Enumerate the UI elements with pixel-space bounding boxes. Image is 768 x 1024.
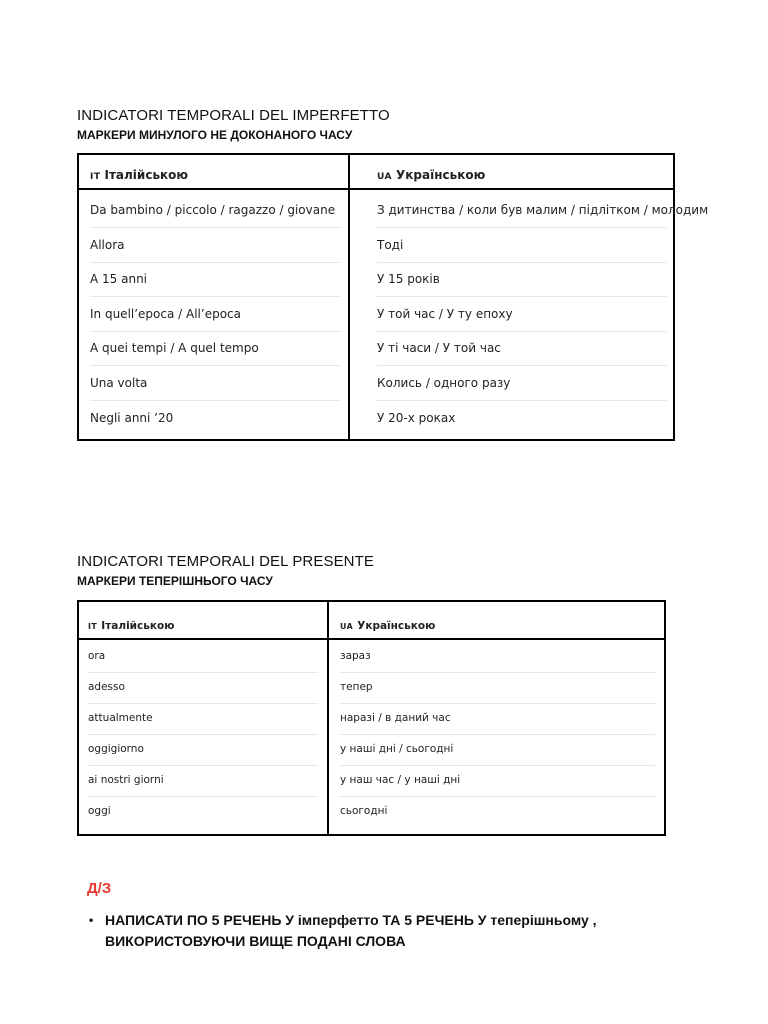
imperfetto-cell-ua: Колись / одного разу (377, 376, 511, 390)
bullet-icon: • (89, 913, 94, 927)
homework-title: Д/З (87, 880, 112, 897)
imperfetto-cell-it: Negli anni ’20 (90, 410, 174, 425)
imperfetto-row-separator (377, 331, 667, 332)
imperfetto-row-separator (377, 296, 667, 297)
presente-cell-ua: у наші дні / сьогодні (340, 743, 454, 755)
presente-cell-ua: тепер (340, 681, 373, 693)
imperfetto-cell-ua: Тоді (377, 237, 404, 252)
presente-heading (77, 553, 374, 588)
presente-cell-it: ai nostri giorni (88, 774, 164, 786)
presente-cell-it: oggigiorno (88, 743, 144, 755)
presente-row-separator (88, 672, 318, 673)
imperfetto-row-separator (377, 365, 667, 366)
presente-header-divider (79, 638, 664, 640)
it-flag-icon: IT (88, 622, 98, 631)
presente-cell-ua: зараз (340, 650, 371, 662)
imperfetto-column-divider (348, 155, 350, 439)
ua-flag-icon: UA (340, 622, 354, 631)
imperfetto-row-separator (90, 365, 340, 366)
presente-table (77, 600, 666, 836)
imperfetto-cell-ua: У ті часи / У той час (377, 341, 501, 356)
imperfetto-cell-ua: З дитинства / коли був малим / підлітком / молодим (377, 203, 709, 217)
imperfetto-cell-it: Allora (90, 237, 125, 252)
imperfetto-row-separator (90, 227, 340, 228)
imperfetto-row-separator (377, 400, 667, 401)
presente-row-separator (88, 703, 318, 704)
presente-header-ua: UA Українською (340, 620, 436, 632)
presente-header-it: IT Італійською (88, 620, 175, 632)
presente-cell-it: ora (88, 650, 106, 662)
homework-item: • НАПИСАТИ ПО 5 РЕЧЕНЬ У імперфетто ТА 5 РЕЧЕНЬ У теперішньому , ВИКОРИСТОВУЮЧИ ВИЩЕ ПОДАНІ СЛОВА (89, 912, 597, 949)
presente-row-separator (340, 765, 655, 766)
presente-subtitle: МАРКЕРИ ТЕПЕРІШНЬОГО ЧАСУ (77, 574, 273, 588)
imperfetto-cell-it: Una volta (90, 376, 148, 390)
presente-row-separator (88, 796, 318, 797)
imperfetto-row-separator (90, 262, 340, 263)
imperfetto-row-separator (90, 400, 340, 401)
imperfetto-header-divider (79, 188, 673, 190)
it-flag-icon: IT (90, 172, 101, 182)
imperfetto-cell-it: A quei tempi / A quel tempo (90, 341, 259, 356)
ua-flag-icon: UA (377, 172, 392, 182)
imperfetto-row-separator (377, 262, 667, 263)
homework-list (87, 910, 687, 952)
imperfetto-header-it: IT Італійською (90, 168, 189, 182)
presente-row-separator (340, 734, 655, 735)
imperfetto-cell-it: A 15 anni (90, 272, 148, 287)
imperfetto-table (77, 153, 709, 441)
imperfetto-cell-ua: У той час / У ту епоху (377, 306, 513, 321)
imperfetto-header-ua: UA Українською (377, 168, 486, 182)
imperfetto-row-separator (90, 331, 340, 332)
imperfetto-cell-it: Da bambino / piccolo / ragazzo / giovane (90, 203, 336, 217)
presente-row-separator (88, 734, 318, 735)
presente-cell-it: adesso (88, 681, 125, 693)
imperfetto-row-separator (377, 227, 667, 228)
presente-cell-it: attualmente (88, 712, 153, 724)
presente-cell-ua: у наш час / у наші дні (340, 774, 461, 786)
presente-column-divider (327, 602, 329, 834)
presente-cell-it: oggi (88, 805, 111, 817)
imperfetto-cell-it: In quell’epoca / All’epoca (90, 306, 241, 321)
presente-row-separator (340, 796, 655, 797)
imperfetto-title: INDICATORI TEMPORALI DEL IMPERFETTO (77, 107, 390, 124)
imperfetto-row-separator (90, 296, 340, 297)
presente-row-separator (88, 765, 318, 766)
presente-row-separator (340, 672, 655, 673)
imperfetto-cell-ua: У 15 років (377, 272, 440, 287)
imperfetto-cell-ua: У 20-х роках (377, 410, 456, 425)
presente-cell-ua: наразі / в даний час (340, 712, 451, 724)
presente-cell-ua: сьогодні (340, 805, 388, 817)
imperfetto-heading (77, 107, 390, 142)
presente-row-separator (340, 703, 655, 704)
imperfetto-subtitle: МАРКЕРИ МИНУЛОГО НЕ ДОКОНАНОГО ЧАСУ (77, 128, 353, 142)
presente-title: INDICATORI TEMPORALI DEL PRESENTE (77, 553, 374, 570)
